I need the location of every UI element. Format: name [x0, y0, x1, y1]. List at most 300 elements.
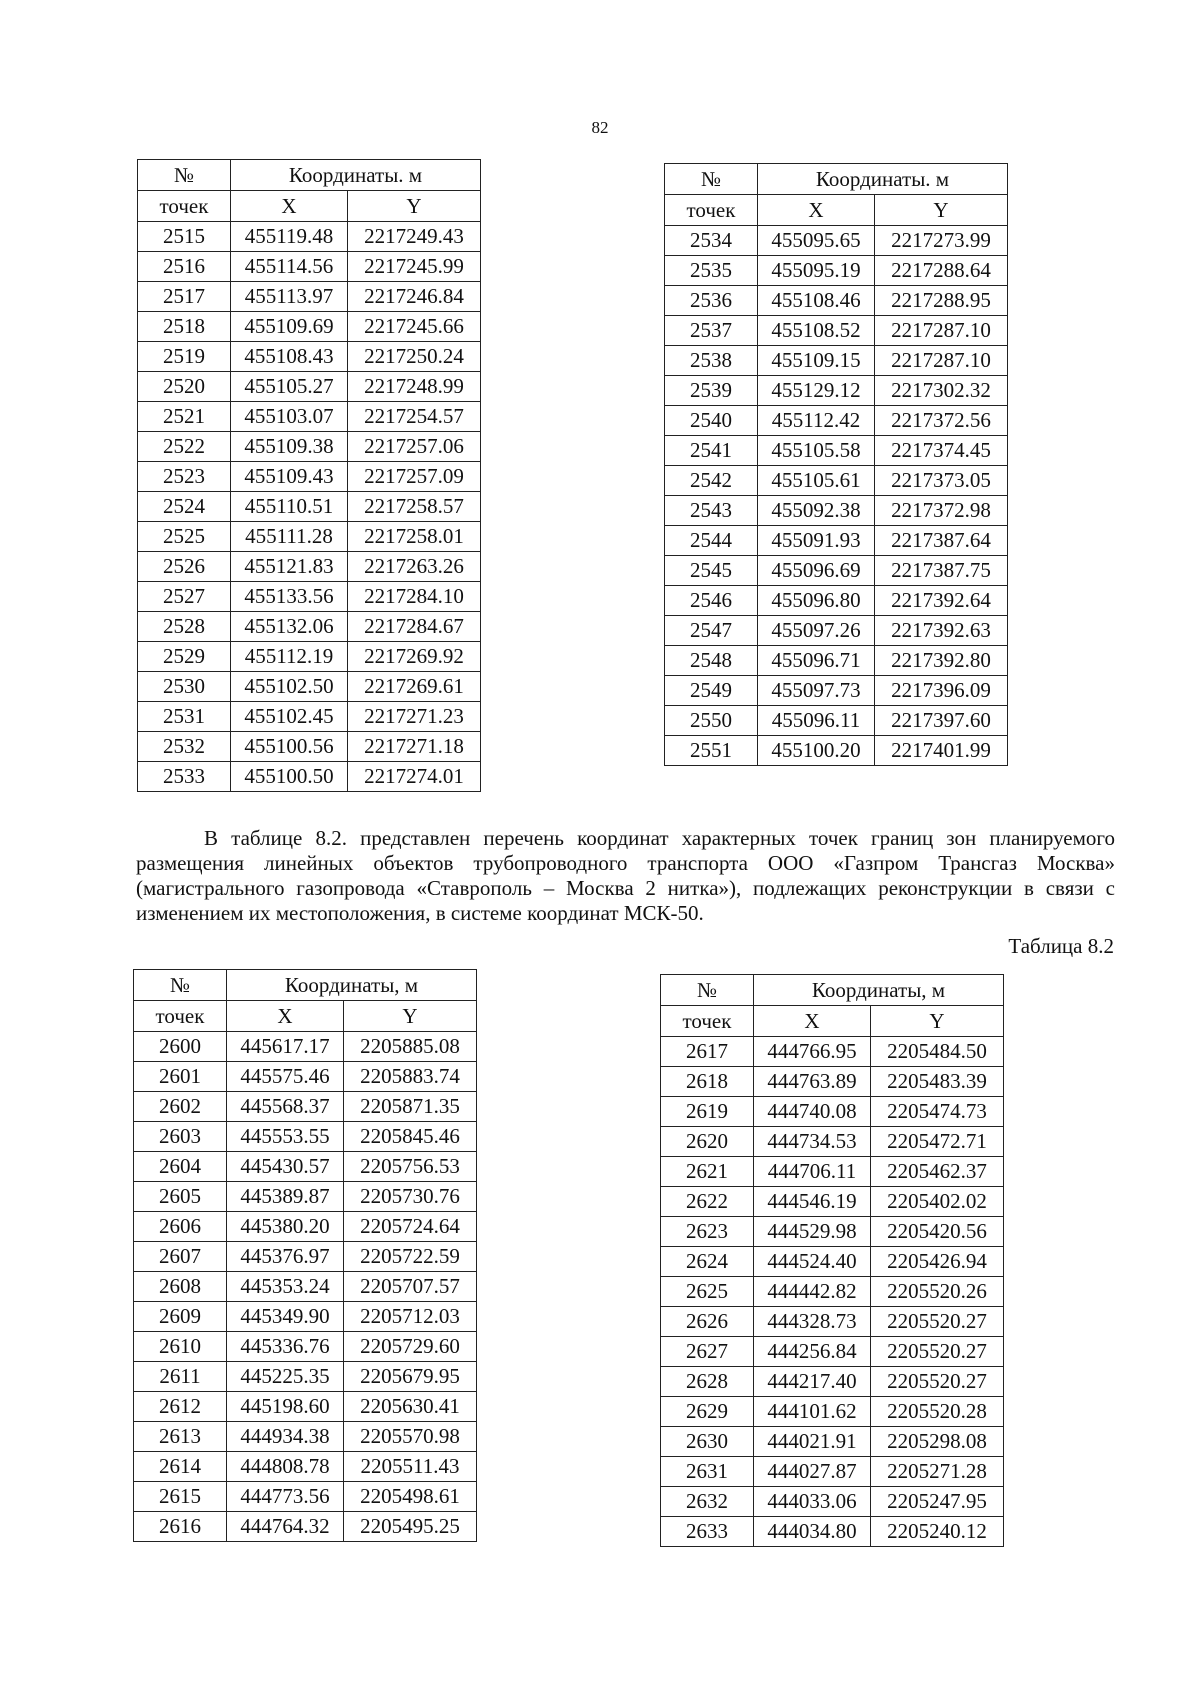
x-coordinate-cell: 444217.40 — [754, 1367, 871, 1397]
point-number-cell: 2633 — [661, 1517, 754, 1547]
point-number-cell: 2544 — [665, 526, 758, 556]
table-row — [134, 1512, 477, 1542]
header-x: X — [754, 1006, 871, 1037]
y-coordinate-cell: 2217271.23 — [348, 702, 481, 732]
table-row — [134, 1212, 477, 1242]
table-row — [138, 702, 481, 732]
y-coordinate-cell: 2205483.39 — [871, 1067, 1004, 1097]
header-coordinates: Координаты, м — [754, 975, 1004, 1006]
y-coordinate-cell: 2217269.61 — [348, 672, 481, 702]
header-no: № — [661, 975, 754, 1006]
point-number-cell: 2614 — [134, 1452, 227, 1482]
header-coordinates: Координаты. м — [758, 164, 1008, 195]
x-coordinate-cell: 444101.62 — [754, 1397, 871, 1427]
header-y: Y — [348, 191, 481, 222]
y-coordinate-cell: 2217254.57 — [348, 402, 481, 432]
y-coordinate-cell: 2205730.76 — [344, 1182, 477, 1212]
table-row — [138, 282, 481, 312]
header-no: № — [665, 164, 758, 195]
x-coordinate-cell: 444740.08 — [754, 1097, 871, 1127]
point-number-cell: 2551 — [665, 736, 758, 766]
table-row — [134, 1482, 477, 1512]
y-coordinate-cell: 2217263.26 — [348, 552, 481, 582]
point-number-cell: 2629 — [661, 1397, 754, 1427]
point-number-cell: 2619 — [661, 1097, 754, 1127]
x-coordinate-cell: 445225.35 — [227, 1362, 344, 1392]
x-coordinate-cell: 445336.76 — [227, 1332, 344, 1362]
y-coordinate-cell: 2205724.64 — [344, 1212, 477, 1242]
y-coordinate-cell: 2217287.10 — [875, 316, 1008, 346]
point-number-cell: 2519 — [138, 342, 231, 372]
table-row — [134, 1152, 477, 1182]
table-row — [665, 736, 1008, 766]
x-coordinate-cell: 444328.73 — [754, 1307, 871, 1337]
table-row — [134, 1182, 477, 1212]
y-coordinate-cell: 2217258.57 — [348, 492, 481, 522]
point-number-cell: 2524 — [138, 492, 231, 522]
y-coordinate-cell: 2217372.56 — [875, 406, 1008, 436]
table-row — [665, 676, 1008, 706]
x-coordinate-cell: 445553.55 — [227, 1122, 344, 1152]
x-coordinate-cell: 455110.51 — [231, 492, 348, 522]
point-number-cell: 2631 — [661, 1457, 754, 1487]
y-coordinate-cell: 2217271.18 — [348, 732, 481, 762]
x-coordinate-cell: 444808.78 — [227, 1452, 344, 1482]
table-row — [665, 346, 1008, 376]
table-row — [134, 1242, 477, 1272]
table-row — [134, 1032, 477, 1062]
table-row — [665, 226, 1008, 256]
y-coordinate-cell: 2205472.71 — [871, 1127, 1004, 1157]
table-row — [665, 316, 1008, 346]
table-row — [134, 1362, 477, 1392]
table-row — [661, 1067, 1004, 1097]
y-coordinate-cell: 2205240.12 — [871, 1517, 1004, 1547]
point-number-cell: 2621 — [661, 1157, 754, 1187]
x-coordinate-cell: 455103.07 — [231, 402, 348, 432]
x-coordinate-cell: 455113.97 — [231, 282, 348, 312]
point-number-cell: 2601 — [134, 1062, 227, 1092]
table-row — [665, 376, 1008, 406]
table-row — [134, 1452, 477, 1482]
x-coordinate-cell: 444529.98 — [754, 1217, 871, 1247]
x-coordinate-cell: 455105.61 — [758, 466, 875, 496]
point-number-cell: 2528 — [138, 612, 231, 642]
table-row — [665, 706, 1008, 736]
table-row — [665, 526, 1008, 556]
table-row — [661, 1427, 1004, 1457]
y-coordinate-cell: 2205271.28 — [871, 1457, 1004, 1487]
table-row — [665, 286, 1008, 316]
point-number-cell: 2526 — [138, 552, 231, 582]
y-coordinate-cell: 2205885.08 — [344, 1032, 477, 1062]
table-row — [138, 552, 481, 582]
table-row — [138, 312, 481, 342]
table-row — [661, 1367, 1004, 1397]
table-row — [665, 406, 1008, 436]
coordinates-table-3 — [133, 969, 477, 1542]
y-coordinate-cell: 2217284.10 — [348, 582, 481, 612]
table-row — [138, 222, 481, 252]
point-number-cell: 2620 — [661, 1127, 754, 1157]
x-coordinate-cell: 455108.46 — [758, 286, 875, 316]
table-row — [661, 1457, 1004, 1487]
y-coordinate-cell: 2217401.99 — [875, 736, 1008, 766]
y-coordinate-cell: 2217250.24 — [348, 342, 481, 372]
y-coordinate-cell: 2217396.09 — [875, 676, 1008, 706]
point-number-cell: 2543 — [665, 496, 758, 526]
point-number-cell: 2622 — [661, 1187, 754, 1217]
point-number-cell: 2540 — [665, 406, 758, 436]
x-coordinate-cell: 455109.43 — [231, 462, 348, 492]
y-coordinate-cell: 2217287.10 — [875, 346, 1008, 376]
y-coordinate-cell: 2217392.80 — [875, 646, 1008, 676]
y-coordinate-cell: 2217288.64 — [875, 256, 1008, 286]
y-coordinate-cell: 2217397.60 — [875, 706, 1008, 736]
y-coordinate-cell: 2205520.26 — [871, 1277, 1004, 1307]
x-coordinate-cell: 455091.93 — [758, 526, 875, 556]
point-number-cell: 2606 — [134, 1212, 227, 1242]
x-coordinate-cell: 455129.12 — [758, 376, 875, 406]
point-number-cell: 2610 — [134, 1332, 227, 1362]
point-number-cell: 2542 — [665, 466, 758, 496]
x-coordinate-cell: 444934.38 — [227, 1422, 344, 1452]
point-number-cell: 2604 — [134, 1152, 227, 1182]
point-number-cell: 2541 — [665, 436, 758, 466]
table-row — [138, 642, 481, 672]
y-coordinate-cell: 2205402.02 — [871, 1187, 1004, 1217]
y-coordinate-cell: 2205511.43 — [344, 1452, 477, 1482]
y-coordinate-cell: 2217284.67 — [348, 612, 481, 642]
x-coordinate-cell: 444021.91 — [754, 1427, 871, 1457]
y-coordinate-cell: 2205495.25 — [344, 1512, 477, 1542]
point-number-cell: 2550 — [665, 706, 758, 736]
y-coordinate-cell: 2205298.08 — [871, 1427, 1004, 1457]
y-coordinate-cell: 2205883.74 — [344, 1062, 477, 1092]
y-coordinate-cell: 2217249.43 — [348, 222, 481, 252]
table-row — [138, 402, 481, 432]
x-coordinate-cell: 444546.19 — [754, 1187, 871, 1217]
header-y: Y — [871, 1006, 1004, 1037]
y-coordinate-cell: 2217257.09 — [348, 462, 481, 492]
x-coordinate-cell: 444033.06 — [754, 1487, 871, 1517]
header-points: точек — [665, 195, 758, 226]
y-coordinate-cell: 2217258.01 — [348, 522, 481, 552]
y-coordinate-cell: 2205679.95 — [344, 1362, 477, 1392]
y-coordinate-cell: 2205520.27 — [871, 1367, 1004, 1397]
point-number-cell: 2548 — [665, 646, 758, 676]
x-coordinate-cell: 445380.20 — [227, 1212, 344, 1242]
point-number-cell: 2605 — [134, 1182, 227, 1212]
x-coordinate-cell: 455108.43 — [231, 342, 348, 372]
table-row — [661, 1307, 1004, 1337]
table-row — [661, 1037, 1004, 1067]
table-row — [665, 616, 1008, 646]
table-row — [661, 1337, 1004, 1367]
x-coordinate-cell: 445430.57 — [227, 1152, 344, 1182]
x-coordinate-cell: 455097.73 — [758, 676, 875, 706]
y-coordinate-cell: 2205520.27 — [871, 1307, 1004, 1337]
coordinates-table-1 — [137, 159, 481, 792]
point-number-cell: 2624 — [661, 1247, 754, 1277]
point-number-cell: 2523 — [138, 462, 231, 492]
x-coordinate-cell: 455109.15 — [758, 346, 875, 376]
table-row — [661, 1397, 1004, 1427]
point-number-cell: 2535 — [665, 256, 758, 286]
y-coordinate-cell: 2205420.56 — [871, 1217, 1004, 1247]
y-coordinate-cell: 2205474.73 — [871, 1097, 1004, 1127]
table-row — [661, 1097, 1004, 1127]
y-coordinate-cell: 2217248.99 — [348, 372, 481, 402]
table-row — [138, 762, 481, 792]
y-coordinate-cell: 2205570.98 — [344, 1422, 477, 1452]
point-number-cell: 2547 — [665, 616, 758, 646]
x-coordinate-cell: 455095.19 — [758, 256, 875, 286]
table-row — [138, 672, 481, 702]
x-coordinate-cell: 445353.24 — [227, 1272, 344, 1302]
x-coordinate-cell: 455121.83 — [231, 552, 348, 582]
x-coordinate-cell: 455108.52 — [758, 316, 875, 346]
y-coordinate-cell: 2205426.94 — [871, 1247, 1004, 1277]
point-number-cell: 2545 — [665, 556, 758, 586]
header-x: X — [227, 1001, 344, 1032]
table-row — [134, 1272, 477, 1302]
header-y: Y — [875, 195, 1008, 226]
header-x: X — [231, 191, 348, 222]
page-number: 82 — [591, 118, 609, 137]
table-row — [661, 1487, 1004, 1517]
point-number-cell: 2623 — [661, 1217, 754, 1247]
table-row — [661, 1247, 1004, 1277]
point-number-cell: 2527 — [138, 582, 231, 612]
point-number-cell: 2539 — [665, 376, 758, 406]
table-row — [661, 1157, 1004, 1187]
table-row — [138, 522, 481, 552]
header-points: точек — [661, 1006, 754, 1037]
header-x: X — [758, 195, 875, 226]
point-number-cell: 2616 — [134, 1512, 227, 1542]
x-coordinate-cell: 455112.42 — [758, 406, 875, 436]
x-coordinate-cell: 455100.20 — [758, 736, 875, 766]
point-number-cell: 2518 — [138, 312, 231, 342]
x-coordinate-cell: 444524.40 — [754, 1247, 871, 1277]
x-coordinate-cell: 445198.60 — [227, 1392, 344, 1422]
point-number-cell: 2515 — [138, 222, 231, 252]
x-coordinate-cell: 455100.50 — [231, 762, 348, 792]
y-coordinate-cell: 2217372.98 — [875, 496, 1008, 526]
table-row — [665, 256, 1008, 286]
y-coordinate-cell: 2217374.45 — [875, 436, 1008, 466]
y-coordinate-cell: 2217387.75 — [875, 556, 1008, 586]
point-number-cell: 2520 — [138, 372, 231, 402]
point-number-cell: 2632 — [661, 1487, 754, 1517]
x-coordinate-cell: 445349.90 — [227, 1302, 344, 1332]
table-row — [134, 1092, 477, 1122]
point-number-cell: 2630 — [661, 1427, 754, 1457]
x-coordinate-cell: 455097.26 — [758, 616, 875, 646]
point-number-cell: 2600 — [134, 1032, 227, 1062]
x-coordinate-cell: 455096.71 — [758, 646, 875, 676]
y-coordinate-cell: 2217246.84 — [348, 282, 481, 312]
y-coordinate-cell: 2205247.95 — [871, 1487, 1004, 1517]
point-number-cell: 2628 — [661, 1367, 754, 1397]
x-coordinate-cell: 445568.37 — [227, 1092, 344, 1122]
table-row — [665, 586, 1008, 616]
table-caption: Таблица 8.2 — [1008, 934, 1114, 958]
point-number-cell: 2533 — [138, 762, 231, 792]
point-number-cell: 2603 — [134, 1122, 227, 1152]
y-coordinate-cell: 2205630.41 — [344, 1392, 477, 1422]
y-coordinate-cell: 2217273.99 — [875, 226, 1008, 256]
point-number-cell: 2516 — [138, 252, 231, 282]
x-coordinate-cell: 455095.65 — [758, 226, 875, 256]
header-coordinates: Координаты. м — [231, 160, 481, 191]
y-coordinate-cell: 2205462.37 — [871, 1157, 1004, 1187]
x-coordinate-cell: 444773.56 — [227, 1482, 344, 1512]
x-coordinate-cell: 455100.56 — [231, 732, 348, 762]
x-coordinate-cell: 455096.11 — [758, 706, 875, 736]
point-number-cell: 2530 — [138, 672, 231, 702]
x-coordinate-cell: 455105.58 — [758, 436, 875, 466]
point-number-cell: 2627 — [661, 1337, 754, 1367]
y-coordinate-cell: 2205845.46 — [344, 1122, 477, 1152]
point-number-cell: 2608 — [134, 1272, 227, 1302]
point-number-cell: 2615 — [134, 1482, 227, 1512]
table-row — [138, 492, 481, 522]
y-coordinate-cell: 2205484.50 — [871, 1037, 1004, 1067]
point-number-cell: 2529 — [138, 642, 231, 672]
y-coordinate-cell: 2217269.92 — [348, 642, 481, 672]
point-number-cell: 2517 — [138, 282, 231, 312]
y-coordinate-cell: 2205756.53 — [344, 1152, 477, 1182]
table-row — [661, 1517, 1004, 1547]
y-coordinate-cell: 2205520.27 — [871, 1337, 1004, 1367]
table-row — [134, 1122, 477, 1152]
y-coordinate-cell: 2217257.06 — [348, 432, 481, 462]
y-coordinate-cell: 2217392.63 — [875, 616, 1008, 646]
table-row — [138, 372, 481, 402]
point-number-cell: 2538 — [665, 346, 758, 376]
point-number-cell: 2549 — [665, 676, 758, 706]
y-coordinate-cell: 2217288.95 — [875, 286, 1008, 316]
header-points: точек — [138, 191, 231, 222]
table-row — [661, 1277, 1004, 1307]
x-coordinate-cell: 455096.80 — [758, 586, 875, 616]
point-number-cell: 2609 — [134, 1302, 227, 1332]
table-row — [134, 1422, 477, 1452]
point-number-cell: 2531 — [138, 702, 231, 732]
table-row — [138, 732, 481, 762]
coordinates-table-4 — [660, 974, 1004, 1547]
point-number-cell: 2537 — [665, 316, 758, 346]
coordinates-table-2 — [664, 163, 1008, 766]
y-coordinate-cell: 2217392.64 — [875, 586, 1008, 616]
table-row — [138, 252, 481, 282]
table-row — [138, 612, 481, 642]
y-coordinate-cell: 2205707.57 — [344, 1272, 477, 1302]
x-coordinate-cell: 455132.06 — [231, 612, 348, 642]
y-coordinate-cell: 2217274.01 — [348, 762, 481, 792]
table-row — [138, 342, 481, 372]
x-coordinate-cell: 444764.32 — [227, 1512, 344, 1542]
header-no: № — [138, 160, 231, 191]
x-coordinate-cell: 444034.80 — [754, 1517, 871, 1547]
table-row — [134, 1302, 477, 1332]
y-coordinate-cell: 2205722.59 — [344, 1242, 477, 1272]
point-number-cell: 2536 — [665, 286, 758, 316]
x-coordinate-cell: 444442.82 — [754, 1277, 871, 1307]
x-coordinate-cell: 444734.53 — [754, 1127, 871, 1157]
x-coordinate-cell: 455119.48 — [231, 222, 348, 252]
x-coordinate-cell: 444027.87 — [754, 1457, 871, 1487]
x-coordinate-cell: 444256.84 — [754, 1337, 871, 1367]
x-coordinate-cell: 444763.89 — [754, 1067, 871, 1097]
table-row — [138, 462, 481, 492]
y-coordinate-cell: 2217245.66 — [348, 312, 481, 342]
table-row — [665, 466, 1008, 496]
header-y: Y — [344, 1001, 477, 1032]
x-coordinate-cell: 455105.27 — [231, 372, 348, 402]
point-number-cell: 2613 — [134, 1422, 227, 1452]
header-coordinates: Координаты, м — [227, 970, 477, 1001]
y-coordinate-cell: 2205498.61 — [344, 1482, 477, 1512]
point-number-cell: 2607 — [134, 1242, 227, 1272]
table-row — [134, 1062, 477, 1092]
table-row — [138, 582, 481, 612]
y-coordinate-cell: 2205729.60 — [344, 1332, 477, 1362]
point-number-cell: 2521 — [138, 402, 231, 432]
x-coordinate-cell: 455133.56 — [231, 582, 348, 612]
header-points: точек — [134, 1001, 227, 1032]
point-number-cell: 2611 — [134, 1362, 227, 1392]
table-row — [665, 646, 1008, 676]
y-coordinate-cell: 2217387.64 — [875, 526, 1008, 556]
x-coordinate-cell: 445617.17 — [227, 1032, 344, 1062]
x-coordinate-cell: 445575.46 — [227, 1062, 344, 1092]
x-coordinate-cell: 455109.38 — [231, 432, 348, 462]
point-number-cell: 2617 — [661, 1037, 754, 1067]
x-coordinate-cell: 444706.11 — [754, 1157, 871, 1187]
point-number-cell: 2546 — [665, 586, 758, 616]
table-row — [134, 1332, 477, 1362]
point-number-cell: 2525 — [138, 522, 231, 552]
point-number-cell: 2534 — [665, 226, 758, 256]
table-row — [138, 432, 481, 462]
y-coordinate-cell: 2205712.03 — [344, 1302, 477, 1332]
point-number-cell: 2618 — [661, 1067, 754, 1097]
table-row — [661, 1217, 1004, 1247]
point-number-cell: 2532 — [138, 732, 231, 762]
x-coordinate-cell: 455109.69 — [231, 312, 348, 342]
y-coordinate-cell: 2217302.32 — [875, 376, 1008, 406]
point-number-cell: 2602 — [134, 1092, 227, 1122]
y-coordinate-cell: 2205871.35 — [344, 1092, 477, 1122]
point-number-cell: 2522 — [138, 432, 231, 462]
x-coordinate-cell: 445376.97 — [227, 1242, 344, 1272]
table-row — [134, 1392, 477, 1422]
x-coordinate-cell: 455102.45 — [231, 702, 348, 732]
x-coordinate-cell: 455092.38 — [758, 496, 875, 526]
table-row — [665, 556, 1008, 586]
x-coordinate-cell: 455111.28 — [231, 522, 348, 552]
point-number-cell: 2612 — [134, 1392, 227, 1422]
table-row — [661, 1187, 1004, 1217]
table-row — [665, 436, 1008, 466]
x-coordinate-cell: 455112.19 — [231, 642, 348, 672]
y-coordinate-cell: 2217245.99 — [348, 252, 481, 282]
x-coordinate-cell: 445389.87 — [227, 1182, 344, 1212]
point-number-cell: 2625 — [661, 1277, 754, 1307]
